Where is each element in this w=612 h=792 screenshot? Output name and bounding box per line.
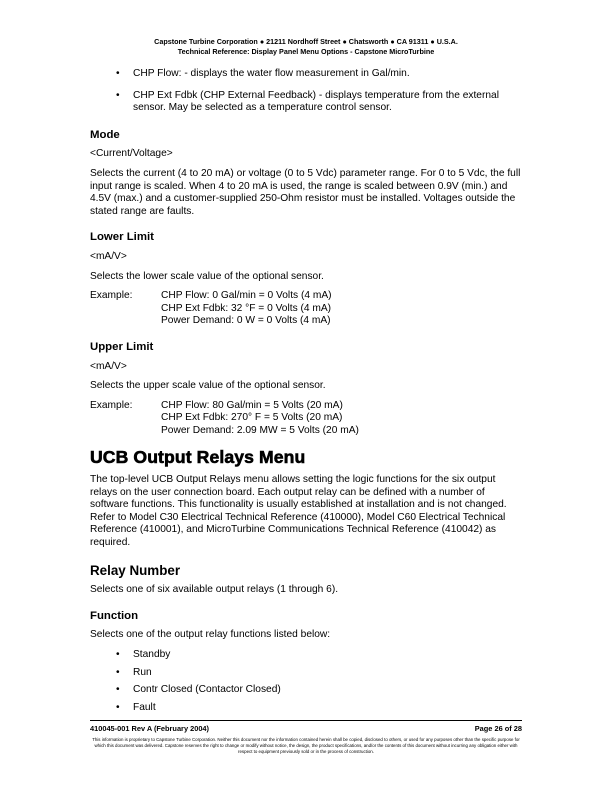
example-line: CHP Ext Fdbk: 32 °F = 0 Volts (4 mA) (161, 302, 332, 314)
list-item (90, 702, 522, 715)
function-description: Selects one of the output relay functions listed below: (90, 629, 331, 641)
upper-limit-param: <mA/V> (90, 360, 127, 372)
proprietary-notice: This information is proprietary to Capstone Turbine Corporation. Neither this document nor the information contained herein shall be copied, disclosed to others, or used for any purposes other than the specific purpose for which this document was delivered. Capstone reserves the right to change or modify without notice, the design, the product specifications, and/or the contents of this document without incurring any obligation either with respect to equipment previously sold or in the process of construction. (92, 737, 520, 755)
bullet-icon: • (116, 89, 120, 101)
example-label: Example: (90, 399, 133, 411)
relay-number-description: Selects one of six available output relays (1 through 6). (90, 584, 339, 596)
list-item (90, 68, 522, 81)
lower-limit-param: <mA/V> (90, 250, 127, 262)
list-item-text: Standby (133, 649, 171, 660)
lower-limit-heading: Lower Limit (90, 231, 154, 244)
lower-limit-example (90, 290, 522, 328)
list-item (90, 649, 522, 662)
page-number: Page 26 of 28 (474, 724, 522, 733)
list-item (90, 667, 522, 680)
list-item-text: Contr Closed (Contactor Closed) (133, 684, 281, 696)
header-line-2: Technical Reference: Display Panel Menu Options - Capstone MicroTurbine (177, 46, 435, 56)
lower-limit-description: Selects the lower scale value of the optional sensor. (90, 270, 324, 282)
ucb-description: The top-level UCB Output Relays menu allows setting the logic functions for the six output relays on the user connection board. Each output relay can be defined with a number of software functions. This functionality is usually established at installation and is not changed. Refer to Model C30 Electrical Technical Reference (410000), Model C60 Electrical Technical Reference (410001), and MicroTurbine Communications Technical Reference (410042) as required. (90, 474, 507, 549)
mode-heading: Mode (90, 128, 120, 141)
bullet-icon: • (116, 666, 120, 678)
page-header (0, 37, 612, 56)
function-heading: Function (90, 609, 139, 622)
upper-limit-description: Selects the upper scale value of the optional sensor. (90, 380, 326, 392)
list-item-text: CHP Ext Fdbk (CHP External Feedback) - displays temperature from the external sensor. May be selected as a temperature control sensor. (133, 89, 499, 114)
mode-description: Selects the current (4 to 20 mA) or voltage (0 to 5 Vdc) parameter range. For 0 to 5 Vdc, the full input range is scaled. When 4 to 20 mA is used, the range is scaled between 0.9V (min.) and 4.5V (max.) and a customer-supplied 250-Ohm resistor must be installed. Voltages outside the stated range are faults. (90, 167, 521, 217)
example-label: Example: (90, 290, 133, 302)
top-bullet-list (90, 68, 522, 115)
ucb-output-relays-heading: UCB Output Relays Menu (90, 447, 306, 468)
function-list (90, 649, 522, 714)
bullet-icon: • (116, 68, 120, 79)
upper-limit-heading: Upper Limit (90, 340, 154, 353)
bullet-icon: • (116, 649, 120, 660)
list-item-text: Run (133, 666, 152, 678)
example-values (161, 400, 359, 438)
list-item (90, 684, 522, 697)
example-line: Power Demand: 0 W = 0 Volts (4 mA) (161, 315, 331, 327)
page-content (90, 68, 522, 719)
upper-limit-example (90, 400, 522, 438)
bullet-icon: • (116, 701, 120, 713)
mode-param: <Current/Voltage> (90, 148, 173, 160)
relay-number-heading: Relay Number (90, 562, 181, 578)
example-line: Power Demand: 2.09 MW = 5 Volts (20 mA) (161, 424, 359, 436)
document-number: 410045-001 Rev A (February 2004) (90, 724, 210, 733)
list-item-text: CHP Flow: - displays the water flow measurement in Gal/min. (133, 68, 410, 79)
header-line-1: Capstone Turbine Corporation ● 21211 Nordhoff Street ● Chatsworth ● CA 91311 ● U.S.A. (154, 37, 458, 46)
bullet-icon: • (116, 684, 120, 696)
example-line: CHP Flow: 0 Gal/min = 0 Volts (4 mA) (161, 290, 332, 302)
example-line: CHP Ext Fdbk: 270° F = 5 Volts (20 mA) (161, 412, 343, 424)
example-values (161, 290, 332, 328)
page-footer (90, 724, 522, 733)
footer-divider (90, 720, 522, 721)
list-item (90, 90, 522, 115)
list-item-text: Fault (133, 701, 156, 713)
example-line: CHP Flow: 80 Gal/min = 5 Volts (20 mA) (161, 399, 343, 411)
